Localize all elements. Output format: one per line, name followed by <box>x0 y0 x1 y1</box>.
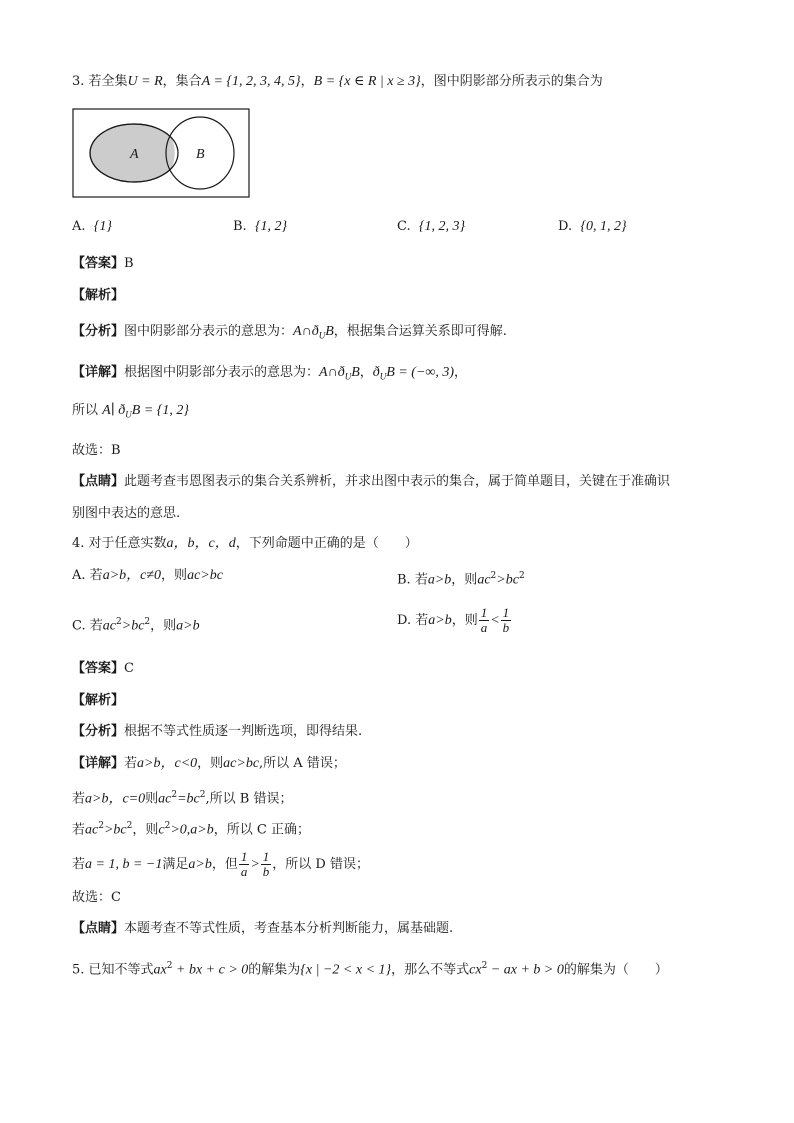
q4-dianjing <box>72 920 453 938</box>
q4-option-a[interactable] <box>72 567 223 585</box>
fraction-1-over-b: $\frac{1}{b}$ <box>262 849 270 879</box>
line-text: ，所以 D 错误； <box>272 857 369 872</box>
option-letter: D. <box>397 613 412 628</box>
fenxi-tag: 【分析】 <box>72 324 125 339</box>
option-text: 若 <box>89 568 103 583</box>
suoyi-expr: A∣ ð <box>102 403 126 418</box>
q4-fenxi <box>72 723 362 741</box>
fenxi-sub: U <box>318 330 326 341</box>
option-value: {1, 2, 3} <box>418 219 466 234</box>
q4-stem-text: ，下列命题中正确的是（ ） <box>235 536 418 551</box>
fenxi-text: ，根据集合运算关系即可得解. <box>333 324 507 339</box>
q3-universal-set: U = R <box>127 74 163 89</box>
fenxi-text: 根据不等式性质逐一判断选项，即得结果. <box>124 724 363 739</box>
q4-stem <box>72 535 418 553</box>
q5-expr: − ax + b > 0 <box>487 962 564 978</box>
xiangjie-expr: A∩ð <box>319 365 345 380</box>
q3-dianjing <box>72 473 670 491</box>
q5-expr: {x | −2 < x < 1} <box>300 962 392 978</box>
option-math: ac <box>102 618 116 634</box>
q4-option-d[interactable]: D. 若a>b，则 $\frac{1}{a}$ < $\frac{1}{b}$ <box>397 605 510 635</box>
option-text: ，则 <box>161 568 188 583</box>
q3-stem-text: ， <box>300 74 314 89</box>
q3-guxuan: 故选：B <box>72 443 121 458</box>
q3-stem-text: 3. 若全集 <box>72 74 128 89</box>
q3-stem <box>72 73 603 91</box>
line-text: ，但 <box>211 857 238 872</box>
superscript: 2 <box>481 961 488 971</box>
option-math: bc <box>131 618 145 634</box>
line-math: ac>bc <box>223 756 260 771</box>
line-math: a = 1, b = −1 <box>85 857 163 872</box>
q4-xiangjie-1 <box>72 755 346 773</box>
option-text: 若 <box>89 618 103 634</box>
option-letter: A. <box>72 219 86 234</box>
q4-xiangjie-2 <box>72 786 292 808</box>
q5-stem <box>72 957 668 979</box>
option-value: {1} <box>93 219 112 234</box>
analysis-tag: 【解析】 <box>72 693 125 708</box>
suoyi-expr: B = {1, 2} <box>131 403 189 418</box>
option-letter: C. <box>397 219 411 234</box>
option-text: ，则 <box>451 613 478 628</box>
xiangjie-sub: U <box>344 371 352 382</box>
option-value: {1, 2} <box>254 219 288 234</box>
fraction-1-over-a: $\frac{1}{a}$ <box>480 605 488 635</box>
line-text: ，则 <box>132 822 159 838</box>
q4-answer <box>72 660 134 678</box>
line-text: 则 <box>145 791 159 807</box>
q3-answer <box>72 255 134 273</box>
line-text: ，所以 C 正确； <box>213 822 310 838</box>
q3-set-b: B = {x ∈ R | x ≥ 3} <box>313 74 421 89</box>
option-math: ac <box>477 572 491 588</box>
dianjing-tag: 【点睛】 <box>72 921 125 936</box>
option-text: 若 <box>414 572 428 588</box>
q3-set-a: A = {1, 2, 3, 4, 5} <box>201 74 301 89</box>
option-text: ，则 <box>451 572 478 588</box>
q5-expr: ax <box>153 962 167 978</box>
venn-label-a: A <box>130 147 139 162</box>
venn-label-b: B <box>196 147 205 162</box>
q3-analysis-tag <box>72 287 124 305</box>
line-math: a>b，c=0 <box>85 791 146 807</box>
q3-stem-text: ，图中阴影部分所表示的集合为 <box>420 74 603 89</box>
xiangjie-expr: B = (−∞, 3) <box>386 365 455 380</box>
q3-fenxi <box>72 323 507 345</box>
line-math: >0,a>b <box>170 822 214 838</box>
option-value: {0, 1, 2} <box>580 219 627 234</box>
option-math: bc <box>505 572 519 588</box>
fenxi-expr: B <box>325 324 334 339</box>
answer-tag: 【答案】 <box>72 256 125 271</box>
q3-stem-text: ，集合 <box>162 74 202 89</box>
dianjing-tag: 【点睛】 <box>72 474 125 489</box>
line-math: ac <box>85 822 99 838</box>
line-math: c <box>158 822 165 838</box>
option-letter: B. <box>397 572 411 588</box>
line-text: 满足 <box>162 857 189 872</box>
answer-value: C <box>124 661 134 676</box>
suoyi-sub: U <box>125 409 132 420</box>
dianjing-text: 本题考查不等式性质，考查基本分析判断能力，属基础题. <box>124 921 454 936</box>
q4-xiangjie-4: 若a = 1, b = −1满足a>b，但 $\frac{1}{a}$ > $\frac{1}{b}$ ，所以 D 错误； <box>72 849 369 879</box>
suoyi-text: 所以 <box>72 403 99 418</box>
fenxi-text: 图中阴影部分表示的意思为： <box>124 324 294 339</box>
superscript: 2 <box>98 821 104 831</box>
superscript: 2 <box>164 821 171 831</box>
superscript: 2 <box>199 790 206 800</box>
option-text: ，则 <box>150 618 177 634</box>
fraction-1-over-b: $\frac{1}{b}$ <box>502 605 510 635</box>
q3-option-b[interactable] <box>233 218 287 236</box>
q3-dianjing-cont: 别图中表达的意思. <box>72 506 181 521</box>
q4-analysis-tag <box>72 692 124 710</box>
q5-expr: cx <box>469 962 482 978</box>
fraction-1-over-a: $\frac{1}{a}$ <box>240 849 248 879</box>
q5-expr: + bx + c > 0 <box>172 962 249 978</box>
xiangjie-text: ， <box>454 365 468 380</box>
answer-value: B <box>124 256 134 271</box>
answer-tag: 【答案】 <box>72 661 125 676</box>
q5-stem-text: ，那么不等式 <box>391 962 470 978</box>
line-math: ac <box>158 791 172 807</box>
analysis-tag: 【解析】 <box>72 288 125 303</box>
line-text: 若 <box>124 756 138 771</box>
xiangjie-expr: B <box>351 365 360 380</box>
option-letter: C. <box>72 618 86 634</box>
line-text: ,所以 A 错误； <box>259 756 346 771</box>
q3-option-d[interactable] <box>558 218 627 236</box>
q5-stem-text: 5. 已知不等式 <box>72 962 154 978</box>
superscript: 2 <box>116 617 122 627</box>
q3-xiangjie <box>72 364 467 386</box>
line-text: 若 <box>72 791 86 807</box>
line-text: 若 <box>72 822 86 838</box>
q3-option-a[interactable] <box>72 218 112 236</box>
superscript: 2 <box>490 571 497 581</box>
xiangjie-tag: 【详解】 <box>72 365 125 380</box>
xiangjie-sub: U <box>379 371 387 382</box>
option-math: a>b <box>428 613 452 628</box>
q4-option-b[interactable]: B. 若a>b，则$ac^2>bc^2$ <box>397 571 525 588</box>
option-letter: D. <box>558 219 573 234</box>
superscript: 2 <box>144 617 151 627</box>
superscript: 2 <box>171 790 178 800</box>
line-math: >bc <box>103 822 127 838</box>
xiangjie-expr: ð <box>372 365 380 380</box>
fenxi-expr: A∩ð <box>293 324 319 339</box>
option-math: a>b <box>427 572 452 588</box>
option-letter: B. <box>233 219 247 234</box>
q4-xiangjie-3 <box>72 817 310 839</box>
line-text: 若 <box>72 857 86 872</box>
option-math: a>b，c≠0 <box>102 568 162 583</box>
line-math: a>b <box>188 857 212 872</box>
q3-suoyi <box>72 402 189 424</box>
option-math: a>b <box>176 618 200 634</box>
xiangjie-text: ， <box>359 365 373 380</box>
line-math: a>b，c<0 <box>137 756 198 771</box>
q4-option-c[interactable]: C. 若$ac^2>bc^2$，则a>b <box>72 617 200 634</box>
q5-stem-text: 的解集为 <box>248 962 301 978</box>
xiangjie-tag: 【详解】 <box>72 756 125 771</box>
q3-option-c[interactable] <box>397 218 465 236</box>
line-math: =bc <box>177 791 200 807</box>
xiangjie-text: 根据图中阴影部分表示的意思为： <box>124 365 320 380</box>
dianjing-text: 此题考查韦恩图表示的集合关系辨析，并求出图中表示的集合，属于简单题目，关键在于准确识 <box>124 474 671 489</box>
superscript: 2 <box>126 821 133 831</box>
line-text: ，则 <box>197 756 224 771</box>
option-letter: A. <box>72 568 86 583</box>
line-text: ,所以 B 错误； <box>205 791 293 807</box>
superscript: 2 <box>166 961 173 971</box>
fenxi-tag: 【分析】 <box>72 724 125 739</box>
option-text: 若 <box>415 613 429 628</box>
q4-guxuan: 故选：C <box>72 890 121 905</box>
option-math: ac>bc <box>187 568 223 583</box>
venn-diagram <box>72 108 252 200</box>
q4-stem-vars: a，b，c，d <box>166 536 236 551</box>
q5-stem-text: 的解集为（ ） <box>563 962 668 978</box>
q4-stem-text: 4. 对于任意实数 <box>72 536 167 551</box>
superscript: 2 <box>518 571 525 581</box>
